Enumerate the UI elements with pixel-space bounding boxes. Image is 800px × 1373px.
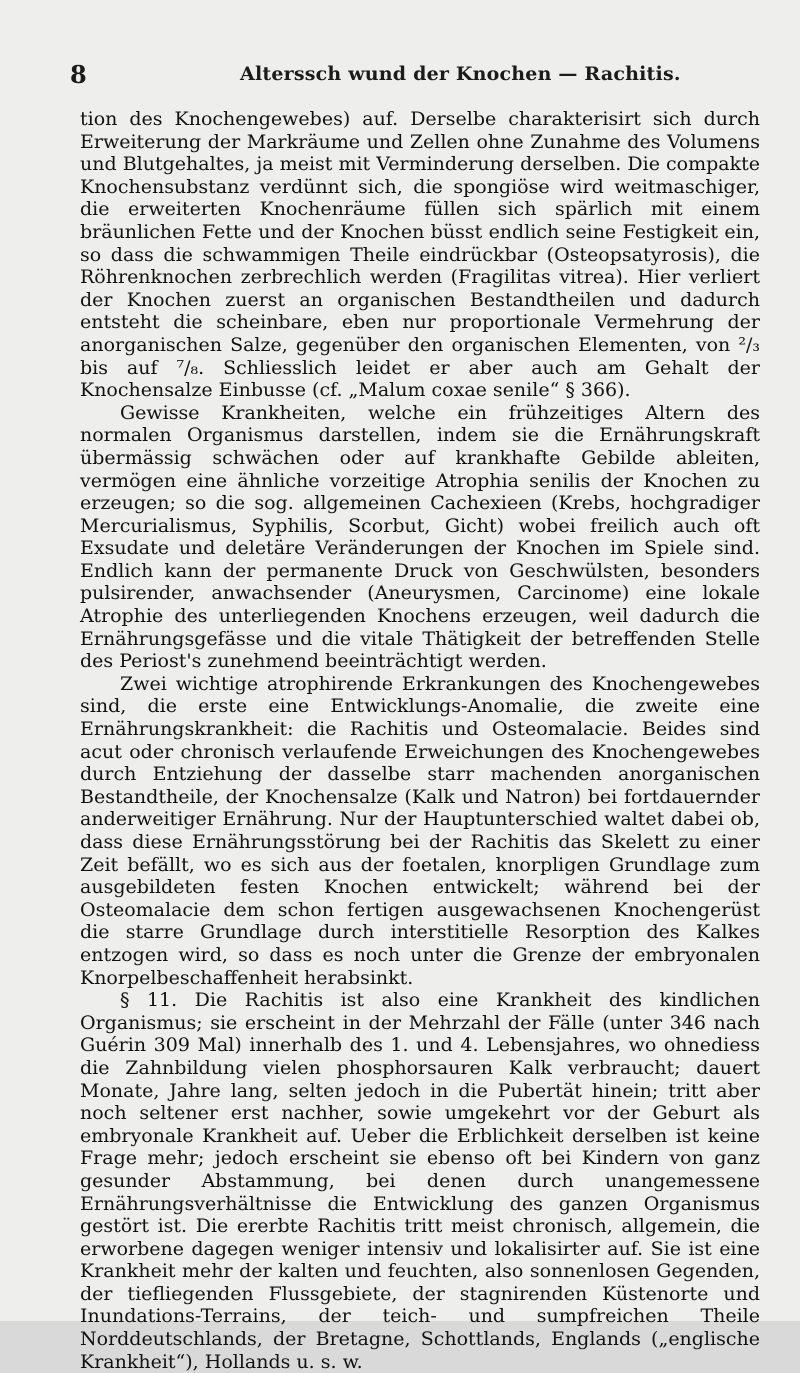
page-header — [70, 60, 760, 90]
running-head: Alterssch wund der Knochen — Rachitis. — [240, 63, 681, 85]
paragraph-atrophy: Zwei wichtige atrophirende Erkrankungen des Knochengewebes sind, die erste eine Entwicklungs-Anomalie, die zweite eine Ernährungskrankheit: die Rachitis und Osteomalacie. Beides sind acut oder chronisch verlaufende Erweichungen des Knochengewebes durch Entziehung der dasselbe starr machenden anorganischen Bestandtheile, der Knochensalze (Kalk und Natron) bei fortdauernder anderweitiger Ernährung. Nur der Hauptunterschied waltet dabei ob, dass diese Ernährungsstörung bei der Rachitis das Skelett zu einer Zeit befällt, wo es sich aus der foetalen, knorpligen Grundlage zum ausgebildeten festen Knochen entwickelt; während bei der Osteomalacie dem schon fertigen ausgewachsenen Knochengerüst die starre Grundlage durch interstitielle Resorption des Kalkes entzogen wird, so dass es noch unter die Grenze der embryonalen Knorpelbeschaffenheit herabsinkt. — [80, 672, 760, 989]
paragraph-continuation: tion des Knochengewebes) auf. Derselbe charakterisirt sich durch Erweiterung der Markräume und Zellen ohne Zunahme des Volumens und Blutgehaltes, ja meist mit Verminderung derselben. Die compakte Knochensubstanz verdünnt sich, die spongiöse wird weitmaschiger, die erweiterten Knochenräume füllen sich spärlich mit einem bräunlichen Fette und der Knochen büsst endlich seine Festigkeit ein, so dass die schwammigen Theile eindrückbar (Osteopsatyrosis), die Röhrenknochen zerbrechlich werden (Fragilitas vitrea). Hier verliert der Knochen zuerst an organischen Bestandtheilen und dadurch entsteht die scheinbare, eben nur proportionale Vermehrung der anorganischen Salze, gegenüber den organischen Elementen, von ²/₃ bis auf ⁷/₈. Schliesslich leidet er aber auch am Gehalt der Knochensalze Einbusse (cf. „Malum coxae senile“ § 366). — [80, 108, 760, 402]
body-text — [80, 108, 760, 1373]
paragraph-diseases: Gewisse Krankheiten, welche ein frühzeitiges Altern des normalen Organismus darstellen, indem sie die Ernährungskraft übermässig schwächen oder auf krankhafte Gebilde ableiten, vermögen eine ähnliche vorzeitige Atrophia senilis der Knochen zu erzeugen; so die sog. allgemeinen Cachexieen (Krebs, hochgradiger Mercurialismus, Syphilis, Scorbut, Gicht) wobei freilich auch oft Exsudate und deletäre Veränderungen der Knochen im Spiele sind. Endlich kann der permanente Druck von Geschwülsten, besonders pulsirender, anwachsender (Aneurysmen, Carcinome) eine lokale Atrophie des unterliegenden Knochens erzeugen, weil dadurch die Ernährungsgefässe und die vitale Thätigkeit der betreffenden Stelle des Periost's zunehmend beeinträchtigt werden. — [80, 401, 760, 673]
paragraph-rachitis-section: § 11. Die Rachitis ist also eine Krankheit des kindlichen Organismus; sie erscheint in der Mehrzahl der Fälle (unter 346 nach Guérin 309 Mal) innerhalb des 1. und 4. Lebensjahres, wo ohnediess die Zahnbildung vielen phosphorsauren Kalk verbraucht; dauert Monate, Jahre lang, selten jedoch in die Pubertät hinein; tritt aber noch seltener erst nachher, sowie umgekehrt vor der Geburt als embryonale Krankheit auf. Ueber die Erblichkeit derselben ist keine Frage mehr; jedoch erscheint sie ebenso oft bei Kindern von ganz gesunder Abstammung, bei denen durch unangemessene Ernährungsverhältnisse die Entwicklung des ganzen Organismus gestört ist. Die ererbte Rachitis tritt meist chronisch, allgemein, die erworbene dagegen weniger intensiv und lokalisirter auf. Sie ist eine Krankheit mehr der kalten und feuchten, also sonnenlosen Gegenden, der tiefliegenden Flussgebiete, der stagnirenden Küstenorte und Inundations-Terrains, der teich- und sumpfreichen Theile Norddeutschlands, der Bretagne, Schottlands, Englands („englische Krankheit“), Hollands u. s. w. — [80, 989, 760, 1373]
page-number: 8 — [70, 60, 87, 89]
